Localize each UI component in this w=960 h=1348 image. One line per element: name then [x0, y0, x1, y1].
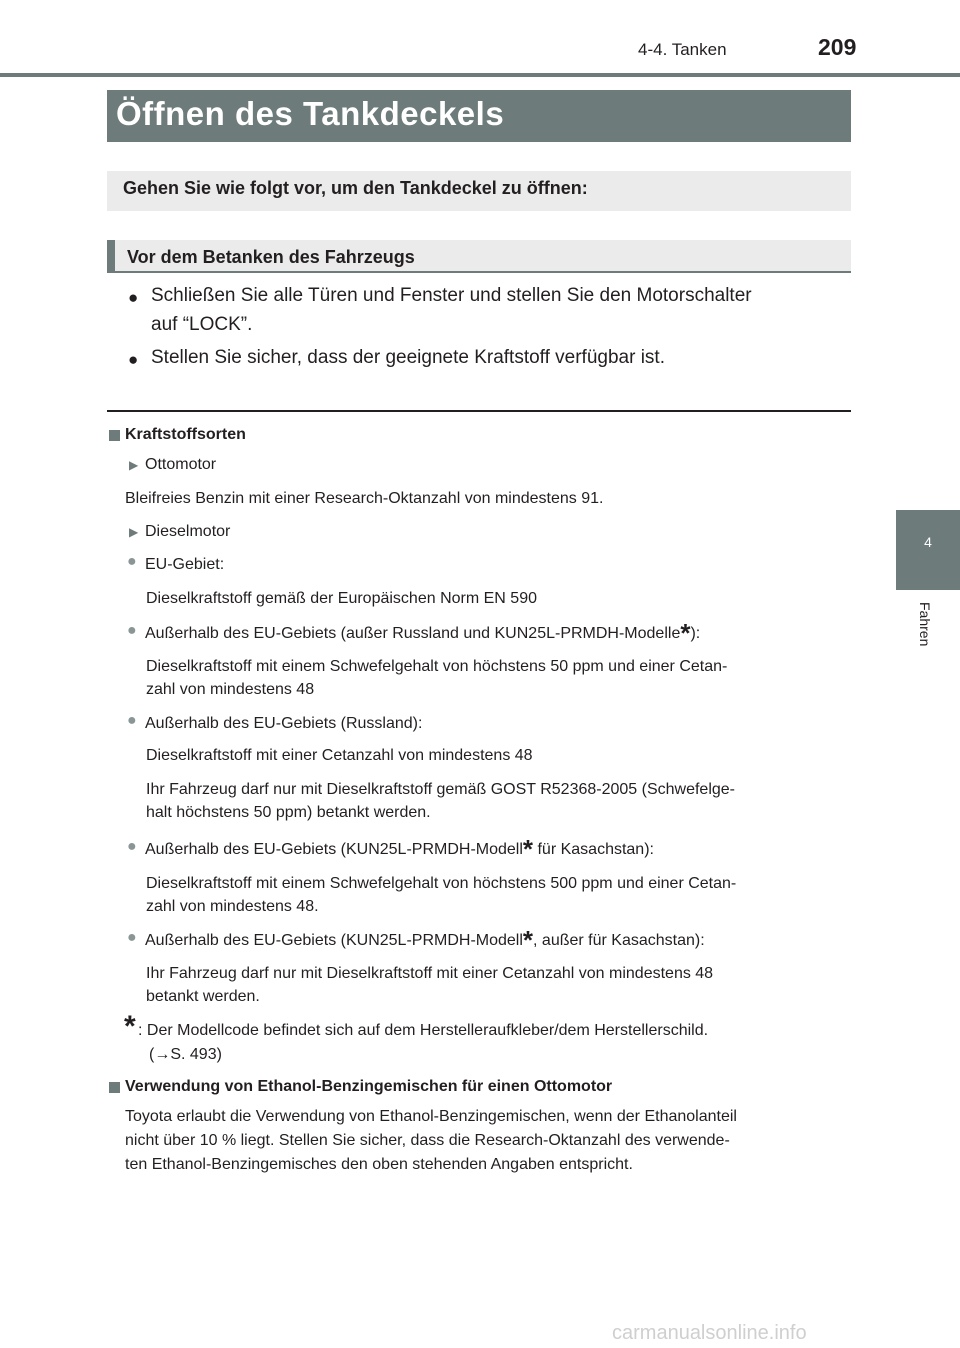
diesel-label: Dieselmotor [145, 523, 231, 540]
bullet-dot-icon: ● [127, 929, 137, 946]
footnote-asterisk: * [124, 1010, 136, 1043]
subheading: Vor dem Betanken des Fahrzeugs [127, 247, 415, 267]
outside2-text2-cont: halt höchstens 50 ppm) betankt werden. [146, 804, 431, 821]
bullet-dot-icon: ● [128, 350, 139, 369]
chapter-tab-number: 4 [924, 534, 932, 550]
outside3-text: Dieselkraftstoff mit einem Schwefelgehalt von höchstens 500 ppm und einer Cetan- [146, 875, 737, 892]
ethanol-text-end: ten Ethanol-Benzingemisches den oben stehenden Angaben entspricht. [125, 1156, 633, 1173]
square-bullet-icon [109, 430, 120, 441]
page-number: 209 [818, 34, 857, 60]
arrow-right-icon: ▶ [129, 458, 139, 472]
bullet-text: Schließen Sie alle Türen und Fenster und stellen Sie den Motorschalter [151, 285, 752, 306]
outside2-text2: Ihr Fahrzeug darf nur mit Dieselkraftstoff gemäß GOST R52368-2005 (Schwefelge- [146, 781, 736, 798]
chapter-tab [896, 510, 960, 590]
bullet-text-cont: auf “LOCK”. [151, 314, 253, 335]
asterisk-mark: * [522, 834, 534, 864]
ethanol-text: Toyota erlaubt die Verwendung von Ethanol-Benzingemischen, wenn der Ethanolanteil [125, 1108, 737, 1125]
ethanol-text-cont: nicht über 10 % liegt. Stellen Sie sicher, dass die Research-Oktanzahl des verwende- [125, 1132, 730, 1149]
intro-text: Gehen Sie wie folgt vor, um den Tankdeckel zu öffnen: [123, 178, 588, 198]
bullet-text: Stellen Sie sicher, dass der geeignete Kraftstoff verfügbar ist. [151, 347, 665, 368]
square-bullet-icon [109, 1082, 120, 1093]
bullet-dot-icon: ● [127, 838, 137, 855]
section-label: 4-4. Tanken [638, 40, 727, 59]
outside1-label-tail: ): [690, 625, 701, 642]
outside3-label-tail: für Kasachstan): [533, 841, 654, 858]
outside3-text-cont: zahl von mindestens 48. [146, 898, 319, 915]
eu-text: Dieselkraftstoff gemäß der Europäischen Norm EN 590 [146, 590, 537, 607]
section-separator [107, 410, 851, 412]
petrol-label: Ottomotor [145, 456, 217, 473]
outside1-text-cont: zahl von mindestens 48 [146, 681, 315, 698]
outside3-label [145, 834, 654, 864]
outside2-label: Außerhalb des EU-Gebiets (Russland): [145, 715, 423, 732]
chapter-tab-label: Fahren [917, 602, 933, 647]
outside4-text-cont: betankt werden. [146, 988, 260, 1005]
footnote-text: : Der Modellcode befindet sich auf dem Herstelleraufkleber/dem Herstellerschild. [138, 1022, 709, 1039]
page-title: Öffnen des Tankdeckels [116, 95, 505, 132]
outside4-text: Ihr Fahrzeug darf nur mit Dieselkraftstoff mit einer Cetanzahl von mindestens 48 [146, 965, 714, 982]
petrol-text: Bleifreies Benzin mit einer Research-Oktanzahl von mindestens 91. [125, 490, 604, 507]
fuel-heading: Kraftstoffsorten [125, 426, 246, 443]
outside4-label-text: Außerhalb des EU-Gebiets (KUN25L-PRMDH-Modell [145, 932, 523, 949]
outside3-label-text: Außerhalb des EU-Gebiets (KUN25L-PRMDH-Modell [145, 841, 523, 858]
outside4-label-tail: , außer für Kasachstan): [533, 932, 705, 949]
bullet-dot-icon: ● [127, 622, 137, 639]
ethanol-heading: Verwendung von Ethanol-Benzingemischen für einen Ottomotor [125, 1078, 613, 1095]
outside1-label [145, 618, 701, 648]
subheading-accent [107, 240, 115, 273]
arrow-right-icon: ▶ [129, 525, 139, 539]
outside2-text: Dieselkraftstoff mit einer Cetanzahl von mindestens 48 [146, 747, 533, 764]
watermark: carmanualsonline.info [612, 1322, 807, 1344]
eu-label: EU-Gebiet: [145, 556, 225, 573]
bullet-dot-icon: ● [128, 288, 139, 307]
outside4-label [145, 925, 705, 955]
outside1-text: Dieselkraftstoff mit einem Schwefelgehalt von höchstens 50 ppm und einer Cetan- [146, 658, 728, 675]
subheading-rule [107, 271, 851, 273]
asterisk-mark: * [522, 925, 534, 955]
footnote-page-ref[interactable]: (→S. 493) [149, 1046, 222, 1063]
outside1-label-text: Außerhalb des EU-Gebiets (außer Russland und KUN25L-PRMDH-Modelle [145, 625, 681, 642]
asterisk-mark: * [680, 618, 691, 648]
bullet-dot-icon: ● [127, 712, 137, 729]
bullet-dot-icon: ● [127, 553, 137, 570]
header-rule [0, 73, 960, 77]
